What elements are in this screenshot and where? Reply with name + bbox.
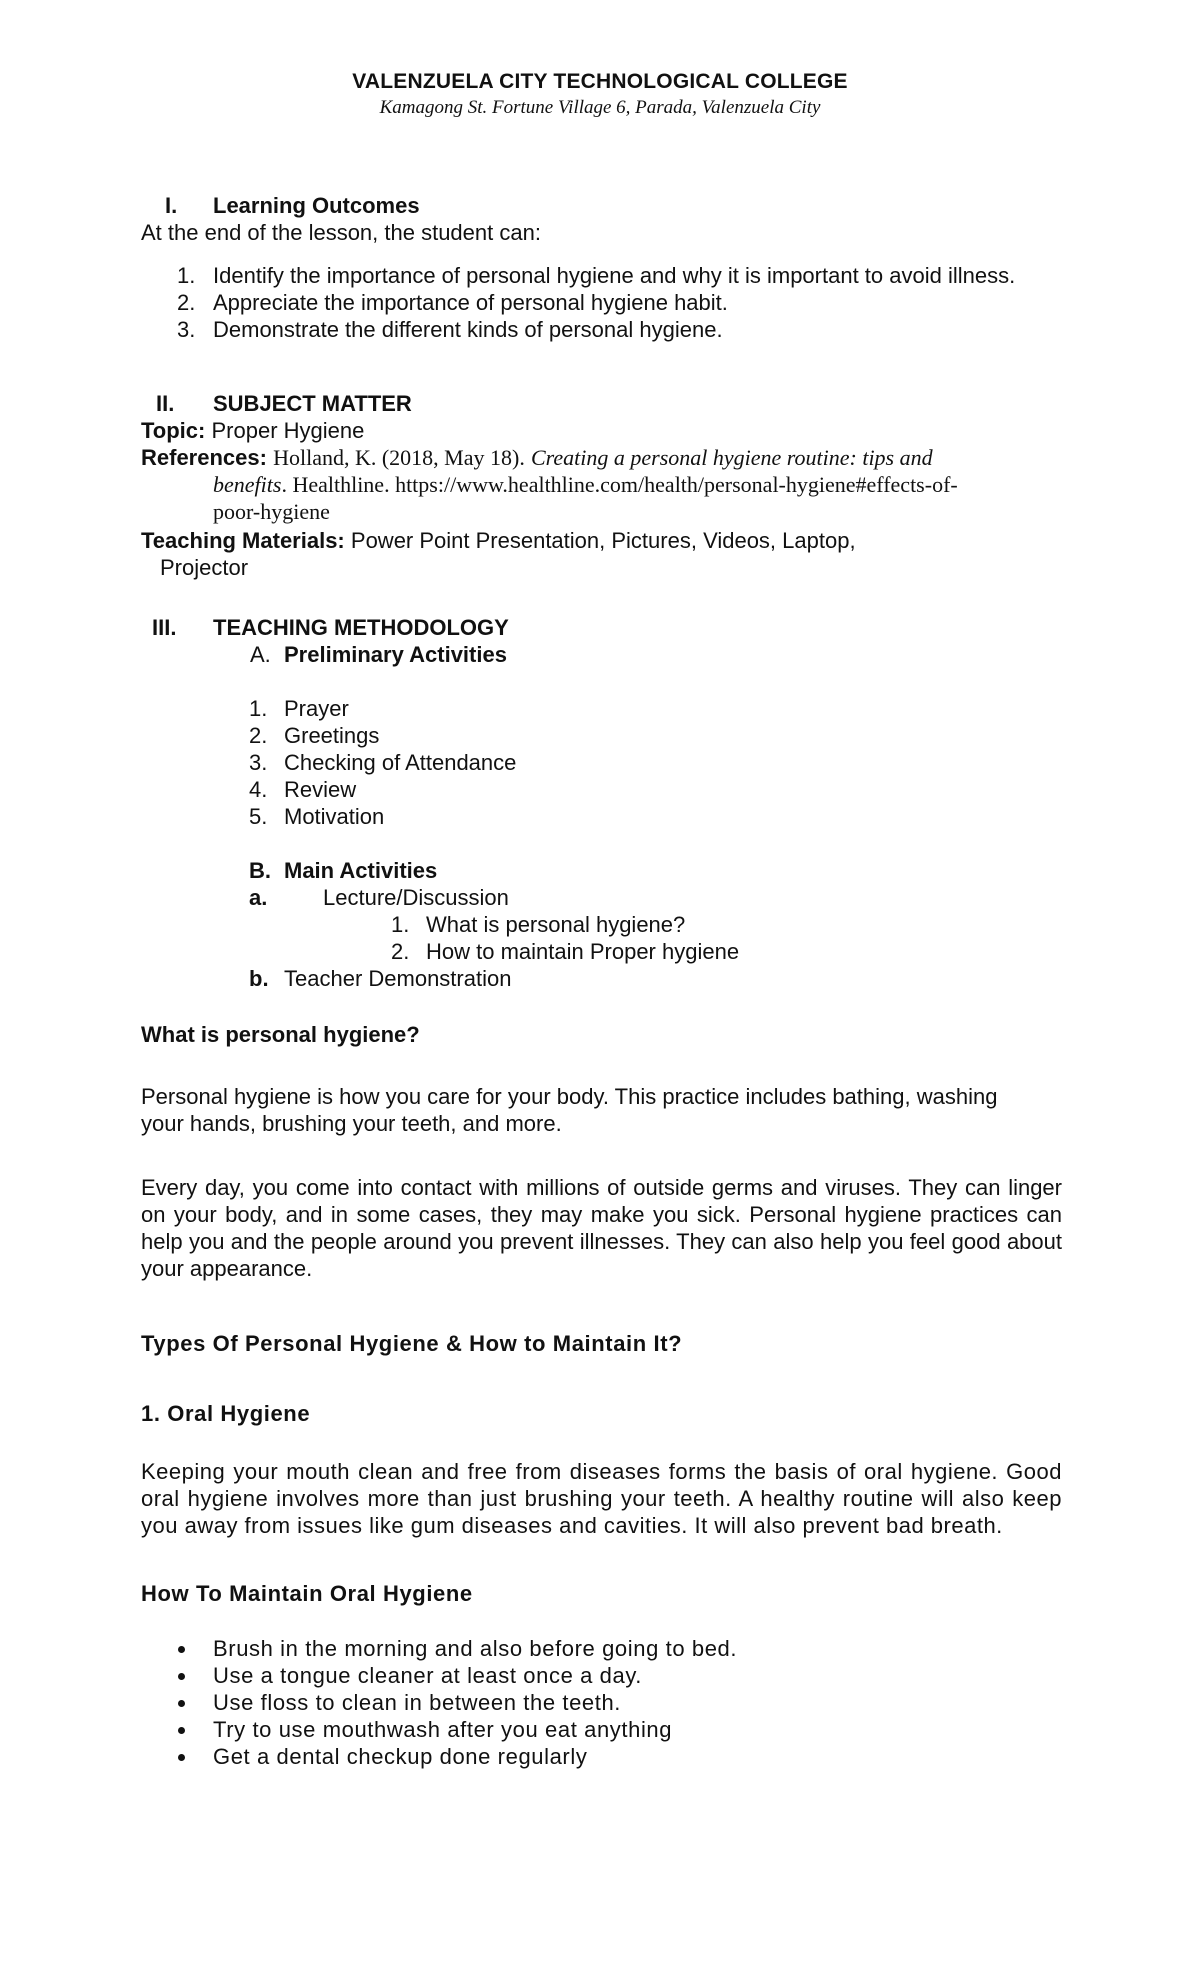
sub-a-letter: a. — [249, 885, 268, 910]
sub-b-text: Teacher Demonstration — [284, 966, 512, 991]
outcome-item: Demonstrate the different kinds of personal hygiene. — [213, 317, 723, 342]
discussion-number: 1. — [391, 912, 410, 937]
topic-label: Topic: — [141, 418, 206, 443]
oral-hygiene-heading: 1. Oral Hygiene — [141, 1401, 311, 1426]
materials-label: Teaching Materials: — [141, 528, 345, 553]
paragraph-1-line-1: Personal hygiene is how you care for your body. This practice includes bathing, washing — [141, 1084, 998, 1109]
section-1-intro: At the end of the lesson, the student can: — [141, 220, 541, 245]
what-is-heading: What is personal hygiene? — [141, 1022, 420, 1047]
section-1-title: Learning Outcomes — [213, 193, 420, 218]
discussion-number: 2. — [391, 939, 410, 964]
section-2-title: SUBJECT MATTER — [213, 391, 412, 416]
topic-value: Proper Hygiene — [211, 418, 365, 443]
references-label: References: — [141, 445, 267, 470]
prelim-number: 5. — [249, 804, 268, 829]
bullet-icon — [178, 1700, 185, 1707]
discussion-item: What is personal hygiene? — [426, 912, 686, 937]
paragraph-1-line-2: your hands, brushing your teeth, and more. — [141, 1111, 562, 1136]
topic-line — [141, 417, 364, 444]
prelim-letter: A. — [250, 642, 271, 667]
types-heading: Types Of Personal Hygiene & How to Maintain It? — [141, 1331, 683, 1356]
references-line-1 — [141, 444, 933, 471]
bullet-icon — [178, 1727, 185, 1734]
prelim-item: Checking of Attendance — [284, 750, 517, 775]
bullet-item: Brush in the morning and also before going to bed. — [213, 1636, 738, 1661]
outcome-item: Identify the importance of personal hygiene and why it is important to avoid illness. — [213, 263, 1016, 288]
references-line-3: poor-hygiene — [213, 499, 330, 524]
section-3-title: TEACHING METHODOLOGY — [213, 615, 509, 640]
prelim-item: Prayer — [284, 696, 349, 721]
reference-title-cont: benefits — [213, 472, 282, 497]
sub-a-text: Lecture/Discussion — [323, 885, 509, 910]
bullet-icon — [178, 1646, 185, 1653]
outcome-number: 1. — [177, 263, 196, 288]
materials-line-2: Projector — [160, 555, 249, 580]
section-2-numeral: II. — [156, 391, 175, 416]
reference-title: Creating a personal hygiene routine: tips and — [530, 445, 933, 470]
reference-source: . Healthline. https://www.healthline.com/health/personal-hygiene#effects-of- — [281, 472, 958, 497]
maintain-heading: How To Maintain Oral Hygiene — [141, 1581, 473, 1606]
prelim-item: Review — [284, 777, 357, 802]
prelim-item: Greetings — [284, 723, 380, 748]
section-1-numeral: I. — [165, 193, 178, 218]
bullet-item: Try to use mouthwash after you eat anything — [213, 1717, 673, 1742]
references-line-2 — [213, 471, 958, 498]
oral-hygiene-paragraph: Keeping your mouth clean and free from diseases forms the basis of oral hygiene. Good oral hygiene involves more than just brushing your teeth. A healthy routine will also keep you away from issues like gum diseases and cavities. It will also prevent bad breath. — [141, 1459, 1062, 1538]
bullet-icon — [178, 1673, 185, 1680]
bullet-icon — [178, 1754, 185, 1761]
paragraph-2: Every day, you come into contact with millions of outside germs and viruses. They can linger on your body, and in some cases, they may make you sick. Personal hygiene practices can help you and the people around you prevent illnesses. They can also help you feel good about your appearance. — [141, 1175, 1062, 1281]
materials-line-1 — [141, 527, 856, 554]
section-3-numeral: III. — [152, 615, 177, 640]
prelim-number: 3. — [249, 750, 268, 775]
bullet-item: Use floss to clean in between the teeth. — [213, 1690, 622, 1715]
outcome-number: 2. — [177, 290, 196, 315]
sub-b-letter: b. — [249, 966, 269, 991]
reference-author: Holland, K. (2018, May 18). — [273, 445, 525, 470]
prelim-number: 2. — [249, 723, 268, 748]
prelim-title: Preliminary Activities — [284, 642, 507, 667]
college-address: Kamagong St. Fortune Village 6, Parada, Valenzuela City — [379, 97, 821, 118]
main-letter: B. — [249, 858, 271, 883]
prelim-item: Motivation — [284, 804, 385, 829]
discussion-item: How to maintain Proper hygiene — [426, 939, 740, 964]
outcome-item: Appreciate the importance of personal hygiene habit. — [213, 290, 728, 315]
bullet-item: Get a dental checkup done regularly — [213, 1744, 588, 1769]
prelim-number: 1. — [249, 696, 268, 721]
outcome-number: 3. — [177, 317, 196, 342]
college-name: VALENZUELA CITY TECHNOLOGICAL COLLEGE — [352, 70, 848, 93]
bullet-item: Use a tongue cleaner at least once a day. — [213, 1663, 643, 1688]
materials-value: Power Point Presentation, Pictures, Videos, Laptop, — [350, 528, 856, 553]
main-title: Main Activities — [284, 858, 438, 883]
prelim-number: 4. — [249, 777, 268, 802]
